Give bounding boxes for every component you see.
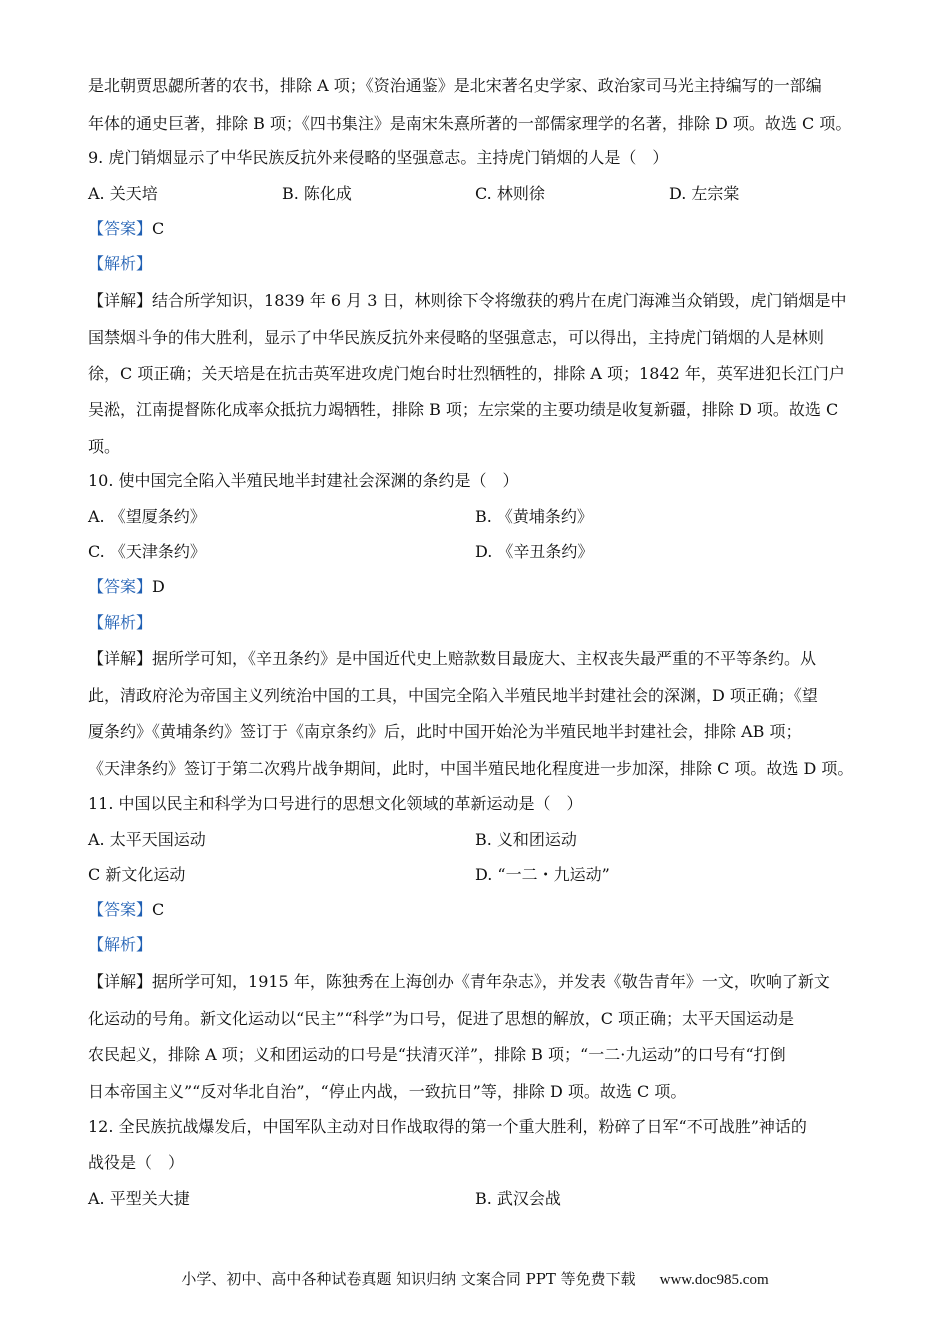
prelude-line-1: 是北朝贾思勰所著的农书，排除 A 项；《资治通鉴》是北宋著名史学家、政治家司马光主持编写的一部编 bbox=[88, 76, 822, 95]
q10-option-d: D. 《辛丑条约》 bbox=[475, 542, 594, 561]
q11-detail-line-2: 化运动的号角。新文化运动以“民主”“科学”为口号，促进了思想的解放，C 项正确；太平天国运动是 bbox=[88, 1009, 795, 1028]
q11-analysis-tag: 【解析】 bbox=[88, 935, 153, 954]
question-12-stem-line-2: 战役是（ ） bbox=[88, 1153, 185, 1172]
answer-value: D bbox=[152, 577, 165, 596]
q9-option-d: D. 左宗棠 bbox=[669, 184, 740, 203]
q9-detail-line-1 bbox=[88, 289, 847, 313]
q9-option-b: B. 陈化成 bbox=[282, 184, 352, 203]
answer-tag: 【答案】 bbox=[88, 219, 153, 238]
q10-option-c: C. 《天津条约》 bbox=[88, 542, 206, 561]
q10-analysis-tag: 【解析】 bbox=[88, 613, 153, 632]
q10-detail-line-4: 《天津条约》签订于第二次鸦片战争期间，此时，中国半殖民地化程度进一步加深，排除 C 项。故选 D 项。 bbox=[88, 759, 854, 778]
question-12-stem-line-1: 12. 全民族抗战爆发后，中国军队主动对日作战取得的第一个重大胜利，粉碎了日军“不可战胜”神话的 bbox=[88, 1117, 807, 1136]
footer-site-link[interactable]: www.doc985.com bbox=[659, 1272, 769, 1288]
answer-tag: 【答案】 bbox=[88, 900, 153, 919]
q12-option-a: A. 平型关大捷 bbox=[88, 1189, 190, 1208]
q11-option-c: C 新文化运动 bbox=[88, 865, 186, 884]
detail-tag: 【详解】 bbox=[88, 291, 153, 310]
q10-detail-line-1 bbox=[88, 647, 816, 671]
q11-answer bbox=[88, 898, 164, 922]
page-footer bbox=[0, 1268, 950, 1289]
q9-detail-line-3: 徐，C 项正确；关天培是在抗击英军进攻虎门炮台时壮烈牺牲的，排除 A 项；1842 年，英军进犯长江门户 bbox=[88, 364, 845, 383]
q9-analysis-tag: 【解析】 bbox=[88, 254, 153, 273]
question-10-stem: 10. 使中国完全陷入半殖民地半封建社会深渊的条约是（ ） bbox=[88, 471, 519, 490]
detail-tag: 【详解】 bbox=[88, 649, 153, 668]
answer-value: C bbox=[152, 900, 165, 919]
answer-value: C bbox=[152, 219, 165, 238]
detail-text: 据所学可知，《辛丑条约》是中国近代史上赔款数目最庞大、主权丧失最严重的不平等条约。从 bbox=[152, 649, 817, 668]
q11-detail-line-1 bbox=[88, 970, 830, 994]
question-9-stem: 9. 虎门销烟显示了中华民族反抗外来侵略的坚强意志。主持虎门销烟的人是（ ） bbox=[88, 148, 669, 167]
q10-option-b: B. 《黄埔条约》 bbox=[475, 507, 593, 526]
q10-detail-line-3: 厦条约》《黄埔条约》签订于《南京条约》后，此时中国开始沦为半殖民地半封建社会，排除 AB 项； bbox=[88, 722, 802, 741]
q11-option-b: B. 义和团运动 bbox=[475, 830, 577, 849]
q9-option-a: A. 关天培 bbox=[88, 184, 158, 203]
q9-option-c: C. 林则徐 bbox=[475, 184, 545, 203]
detail-tag: 【详解】 bbox=[88, 972, 153, 991]
q10-option-a: A. 《望厦条约》 bbox=[88, 507, 206, 526]
detail-text: 结合所学知识，1839 年 6 月 3 日，林则徐下令将缴获的鸦片在虎门海滩当众销毁，虎门销烟是中 bbox=[152, 291, 847, 310]
q11-detail-line-4: 日本帝国主义”“反对华北自治”，“停止内战，一致抗日”等，排除 D 项。故选 C 项。 bbox=[88, 1082, 687, 1101]
q9-detail-line-5: 项。 bbox=[88, 437, 121, 456]
q9-answer bbox=[88, 217, 164, 241]
q11-detail-line-3: 农民起义，排除 A 项；义和团运动的口号是“扶清灭洋”，排除 B 项；“一二·九运动”的口号有“打倒 bbox=[88, 1045, 786, 1064]
q12-option-b: B. 武汉会战 bbox=[475, 1189, 561, 1208]
prelude-line-2: 年体的通史巨著，排除 B 项；《四书集注》是南宋朱熹所著的一部儒家理学的名著，排除 D 项。故选 C 项。 bbox=[88, 114, 852, 133]
answer-tag: 【答案】 bbox=[88, 577, 153, 596]
q9-detail-line-2: 国禁烟斗争的伟大胜利，显示了中华民族反抗外来侵略的坚强意志，可以得出，主持虎门销烟的人是林则 bbox=[88, 328, 825, 347]
q9-detail-line-4: 吴淞，江南提督陈化成率众抵抗力竭牺牲，排除 B 项；左宗棠的主要功绩是收复新疆，排除 D 项。故选 C bbox=[88, 400, 839, 419]
q11-option-a: A. 太平天国运动 bbox=[88, 830, 206, 849]
footer-text: 小学、初中、高中各种试卷真题 知识归纳 文案合同 PPT 等免费下载 bbox=[181, 1270, 636, 1288]
q10-detail-line-2: 此，清政府沦为帝国主义列统治中国的工具，中国完全陷入半殖民地半封建社会的深渊，D 项正确；《望 bbox=[88, 686, 818, 705]
question-11-stem: 11. 中国以民主和科学为口号进行的思想文化领域的革新运动是（ ） bbox=[88, 794, 583, 813]
detail-text: 据所学可知，1915 年，陈独秀在上海创办《青年杂志》，并发表《敬告青年》一文，吹响了新文 bbox=[152, 972, 830, 991]
q10-answer bbox=[88, 575, 165, 599]
q11-option-d: D. “一二・九运动” bbox=[475, 865, 610, 884]
